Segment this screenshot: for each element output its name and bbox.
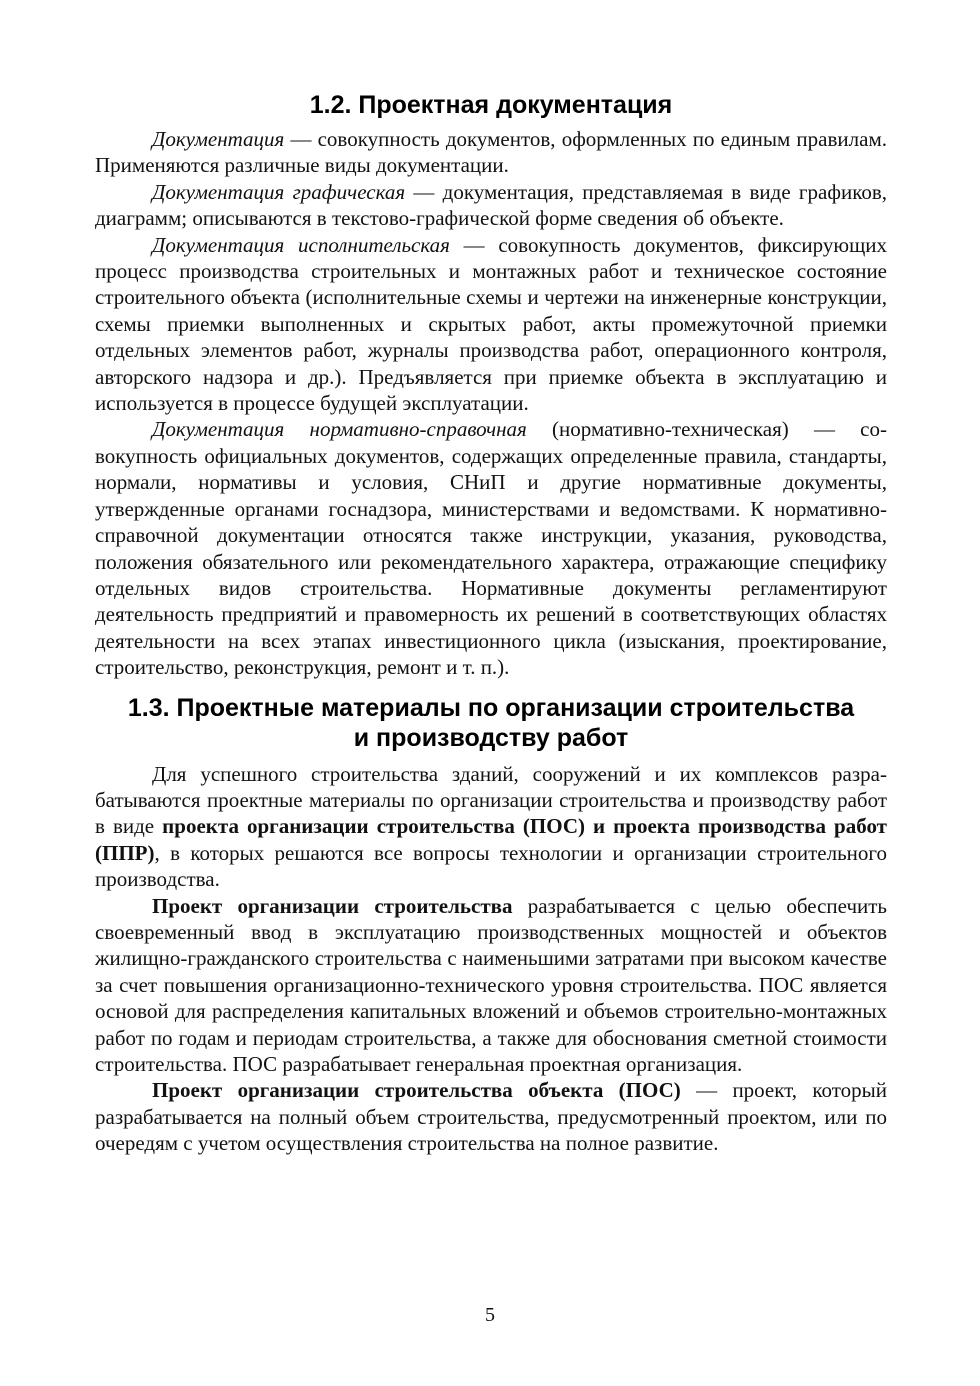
term-graphic-documentation: Документация графическая: [152, 179, 406, 204]
paragraph-executive-documentation: [95, 232, 887, 417]
paragraph-text: Для успешного строительства зданий, сооружений и их комплексов разрабатываются проектные материалы по организации строительства и производству работ в виде: [95, 761, 887, 839]
paragraph-text: разрабатывается с целью обеспечить своевременный ввод в эксплуатацию производственных мощностей и объектов жилищно-гражданского строительства с наименьшими затратами при высоком качестве за счет повышения организационно-технического уровня строительства. ПОС является основой для распределения капитальных вложений и объемов строительно-монтажных работ по годам и периодам строительства, а также для обоснования сметной стоимости строительства. ПОС разрабатывает генеральная проектная организация.: [95, 893, 888, 1076]
heading-line-2: и производству работ: [353, 723, 629, 752]
bold-term-pos-ppr: проекта организации строительства (ПОС) и проекта производства работ (ППР): [95, 814, 887, 865]
page-number: 5: [485, 1304, 495, 1326]
term-executive-documentation: Документация исполнительская: [152, 232, 450, 257]
paragraph-graphic-documentation: [95, 179, 887, 232]
definition-text: — совокупность документов, оформленных по единым правилам. Применяются различные виды документации.: [95, 127, 887, 178]
document-page: [95, 90, 887, 1157]
paragraph-pos: [95, 893, 887, 1078]
term-normative-documentation: Документация нормативно-справочная: [152, 417, 527, 442]
definition-text: — совокупность документов, фиксирующих процесс производства строительных и монтажных работ и техническое состояние строительного объекта (исполнительные схемы и чертежи на инженерные конструкции, схемы приемки выполненных и скрытых работ, акты промежуточной приемки отдельных элементов работ, журналы производства работ, операционного контроля, авторского надзора и др.). Предъявляется при приемке объекта в эксплуатацию и используется в процессе будущей эксплуатации.: [95, 232, 887, 416]
paragraph-normative-documentation: [95, 416, 887, 680]
bold-term-pos-object: Проект организации строительства объекта (ПОС): [152, 1078, 681, 1103]
heading-line-1: 1.3. Проектные материалы по организации строительства: [127, 693, 855, 722]
paragraph-documentation: [95, 126, 887, 179]
paragraph-pos-object: [95, 1077, 887, 1156]
section-heading-1-2: 1.2. Проектная документация: [309, 91, 673, 119]
paragraph-text: — проект, который разрабатывается на полный объем строительства, предусмотренный проектом, или по очередям с учетом осуществления строительства на полное развитие.: [95, 1078, 887, 1156]
definition-text: — документация, представляемая в виде графиков, диаграмм; описываются в текстово-графической форме сведения об объекте.: [95, 179, 887, 231]
term-documentation: Документация: [152, 127, 285, 151]
paragraph-project-materials: [95, 761, 887, 893]
paragraph-text: , в которых решаются все вопросы технологии и организации строительного производства.: [95, 840, 887, 892]
bold-term-pos: Проект организации строительства: [152, 893, 513, 918]
section-heading-1-3: [95, 693, 887, 753]
definition-text: (нормативно-техническая) — совокупность официальных документов, содержащих определенные правила, стандарты, нормали, нормативы и условия, СНиП и другие нормативные документы, утвержденные органами госнадзора, министерствами и ведомствами. К нормативно-справочной документации относятся также инструкции, указания, руководства, положения обязательного или рекомендательного характера, отражающие специфику отдельных видов строительства. Нормативные документы регламентируют деятельность предприятий и правомерность их решений в соответствующих областях деятельности на всех этапах инвестиционного цикла (изыскания, проектирование, строительство, реконструкция, ремонт и т. п.).: [95, 417, 887, 680]
